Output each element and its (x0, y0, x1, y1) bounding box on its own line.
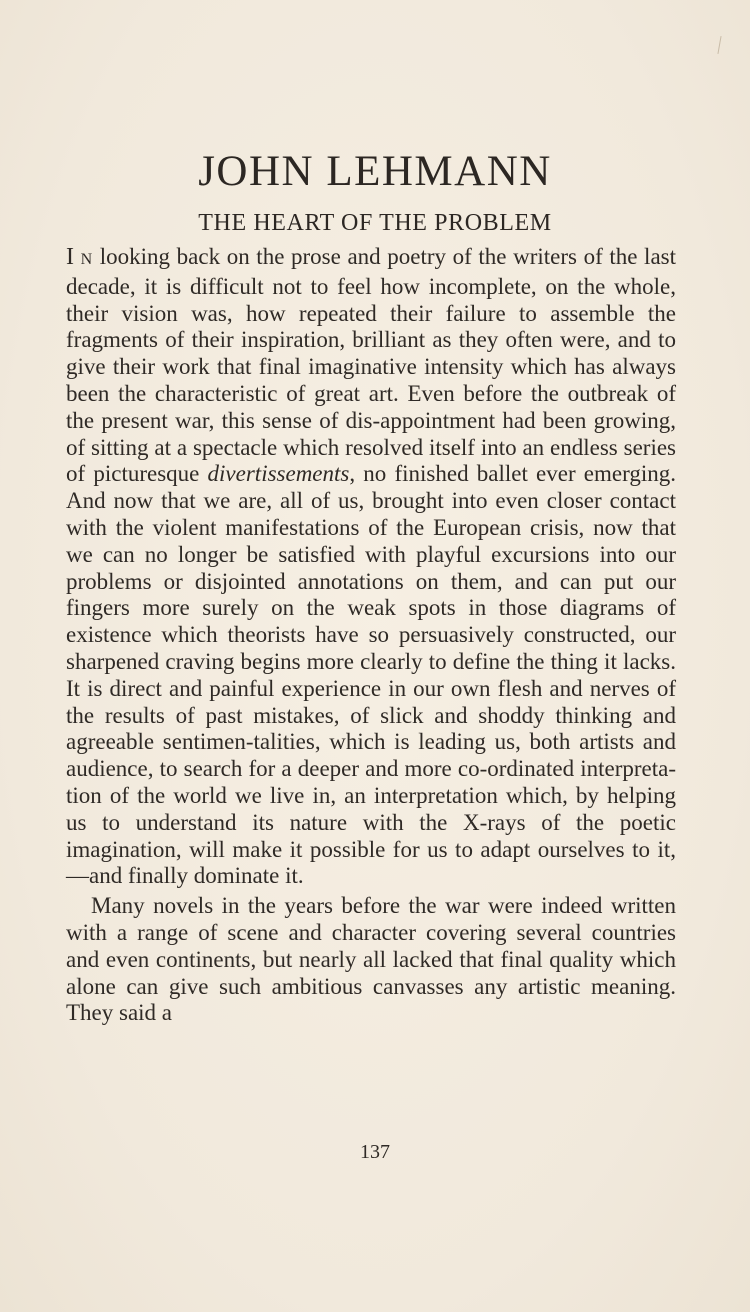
italic-term: divertissements (207, 461, 350, 487)
paragraph-1 (66, 244, 676, 890)
body-text (66, 244, 676, 1027)
paragraph-1-text-b: , no finished ballet ever emerging. And now that we are, all of us, brought into even closer contact with the violent manifestations of the European crisis, now that we can no longer be satisfied with playful excursions into our problems or disjointed annotations on them, and can put our fingers more surely on the weak spots in those diagrams of existence which theorists have so persuasively constructed, our sharpened craving begins more clearly to define the thing it lacks. It is direct and painful experience in our own flesh and nerves of the results of past mistakes, of slick and shoddy thinking and agreeable sentimen-talities, which is leading us, both artists and audience, to search for a deeper and more co-ordinated interpreta-tion of the world we live in, an interpretation which, by helping us to understand its nature with the X-rays of the poetic imagination, will make it possible for us to adapt ourselves to it,—and finally dominate it. (66, 461, 676, 889)
paragraph-2: Many novels in the years before the war were indeed written with a range of scene and character covering several countries and even continents, but nearly all lacked that final quality which alone can give such ambitious canvasses any artistic meaning. They said a (66, 893, 676, 1026)
small-cap-word: N (80, 251, 94, 268)
paragraph-1-text-a: looking back on the prose and poetry of the writers of the last decade, it is difficult not to feel how incomplete, on the whole, their vision was, how repeated their failure to assemble the fragments of their inspiration, brilliant as they often were, and to give their work that final imaginative intensity which has always been the characteristic of great art. Even before the outbreak of the present war, this sense of dis-appointment had been growing, of sitting at a spectacle which resolved itself into an endless series of picturesque (66, 244, 676, 487)
page-number: 137 (360, 1141, 390, 1163)
author-heading: JOHN LEHMANN (198, 148, 552, 195)
page-edge-mark (717, 36, 721, 54)
essay-title: THE HEART OF THE PROBLEM (198, 210, 552, 236)
drop-cap: I (66, 244, 74, 270)
